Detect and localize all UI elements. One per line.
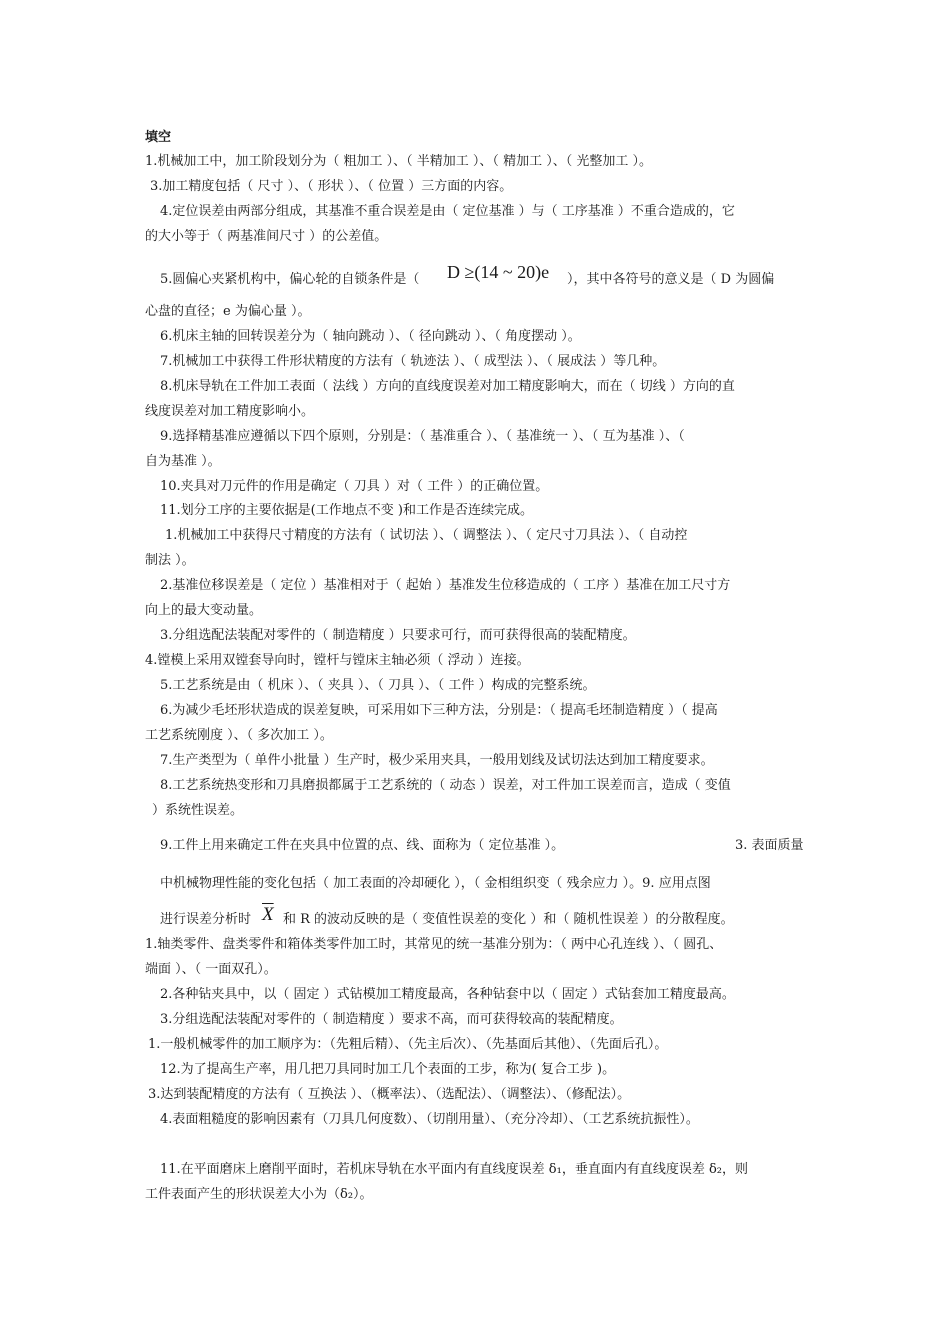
text-line: 和 R 的波动反映的是（ 变值性误差的变化 ）和（ 随机性误差 ）的分散程度。 bbox=[283, 912, 734, 927]
text-line: 12.为了提高生产率，用几把刀具同时加工几个表面的工步，称为( 复合工步 )。 bbox=[160, 1062, 616, 1077]
text-line: 2.各种钻夹具中，以（ 固定 ）式钻模加工精度最高，各种钻套中以（ 固定 ）式钻套加工精度最高。 bbox=[160, 987, 735, 1002]
text-line: 8.工艺系统热变形和刀具磨损都属于工艺系统的（ 动态 ）误差，对工件加工误差而言，造成（ 变值 bbox=[160, 778, 731, 793]
text-line: 1.机械加工中获得尺寸精度的方法有（ 试切法 ）、（ 调整法 ）、（ 定尺寸刀具法 ）、（ 自动控 bbox=[165, 528, 688, 543]
text-line: 10.夹具对刀元件的作用是确定（ 刀具 ）对（ 工件 ）的正确位置。 bbox=[160, 479, 549, 494]
text-line: 5.圆偏心夹紧机构中，偏心轮的自锁条件是（ bbox=[160, 272, 420, 287]
section-title: 填空 bbox=[145, 130, 172, 145]
text-line: 4.表面粗糙度的影响因素有（刀具几何度数）、（切削用量）、（充分冷却）、（工艺系统抗振性）。 bbox=[160, 1112, 699, 1127]
text-line: 3.分组选配法装配对零件的（ 制造精度 ）要求不高，而可获得较高的装配精度。 bbox=[160, 1012, 623, 1027]
text-line: ），其中各符号的意义是（ D 为圆偏 bbox=[567, 272, 775, 287]
text-line: 1.轴类零件、盘类零件和箱体类零件加工时，其常见的统一基准分别为：（ 两中心孔连线 ）、（ 圆孔、 bbox=[145, 937, 723, 952]
text-line: 3.达到装配精度的方法有（ 互换法 ）、（概率法）、（选配法）、（调整法）、（修配法）。 bbox=[148, 1087, 631, 1102]
text-line: 3.加工精度包括（ 尺寸 ）、（ 形状 ）、（ 位置 ）三方面的内容。 bbox=[150, 179, 513, 194]
text-line: 1.一般机械零件的加工顺序为：（先粗后精）、（先主后次）、（先基面后其他）、（先面后孔）。 bbox=[148, 1037, 668, 1052]
text-line: 向上的最大变动量。 bbox=[145, 603, 263, 618]
text-line: ）系统性误差。 bbox=[152, 803, 244, 818]
text-line: 9.选择精基准应遵循以下四个原则，分别是：（ 基准重合 ）、（ 基准统一 ）、（ 互为基准 ）、（ bbox=[160, 429, 685, 444]
text-line: 11.划分工序的主要依据是(工作地点不变 )和工作是否连续完成。 bbox=[160, 503, 533, 518]
text-line: 7.生产类型为（ 单件小批量 ）生产时，极少采用夹具，一般用划线及试切法达到加工精度要求。 bbox=[160, 753, 714, 768]
text-line: 工艺系统刚度 ）、（ 多次加工 ）。 bbox=[145, 728, 333, 743]
text-line: 3.分组选配法装配对零件的（ 制造精度 ）只要求可行，而可获得很高的装配精度。 bbox=[160, 628, 636, 643]
text-line: 的大小等于（ 两基准间尺寸 ）的公差值。 bbox=[145, 229, 388, 244]
text-line: 中机械物理性能的变化包括（ 加工表面的冷却硬化 ），（ 金相组织变（ 残余应力 ）。9. 应用点图 bbox=[160, 876, 711, 891]
self-lock-formula: D ≥(14 ~ 20)e bbox=[447, 262, 550, 282]
text-line: 4.镗模上采用双镗套导向时，镗杆与镗床主轴必须（ 浮动 ）连接。 bbox=[145, 653, 530, 668]
text-line: 端面 ）、（ 一面双孔）。 bbox=[145, 962, 277, 977]
text-line: 自为基准 ）。 bbox=[145, 454, 221, 469]
text-line: 6.机床主轴的回转误差分为（ 轴向跳动 ）、（ 径向跳动 ）、（ 角度摆动 ）。 bbox=[160, 329, 581, 344]
text-line: 1.机械加工中，加工阶段划分为（ 粗加工 ）、（ 半精加工 ）、（ 精加工 ）、（ 光整加工 ）。 bbox=[145, 154, 652, 169]
text-line: 工件表面产生的形状误差大小为（δ₂）。 bbox=[145, 1187, 373, 1202]
text-line: 3. 表面质量 bbox=[735, 838, 804, 853]
text-line: 5.工艺系统是由（ 机床 ）、（ 夹具 ）、（ 刀具 ）、（ 工件 ）构成的完整系统。 bbox=[160, 678, 596, 693]
text-line: 4.定位误差由两部分组成，其基准不重合误差是由（ 定位基准 ）与（ 工序基准 ）不重合造成的，它 bbox=[160, 204, 735, 219]
x-bar-symbol: $\overline{X}$ bbox=[262, 904, 274, 925]
text-line: 6.为减少毛坯形状造成的误差复映，可采用如下三种方法，分别是：（ 提高毛坯制造精度 ）（ 提高 bbox=[160, 703, 718, 718]
text-line: 9.工件上用来确定工件在夹具中位置的点、线、面称为（ 定位基准 ）。 bbox=[160, 838, 565, 853]
text-line: 11.在平面磨床上磨削平面时，若机床导轨在水平面内有直线度误差 δ₁，垂直面内有直线度误差 δ₂，则 bbox=[160, 1162, 749, 1177]
text-line: 2.基准位移误差是（ 定位 ）基准相对于（ 起始 ）基准发生位移造成的（ 工序 ）基准在加工尺寸方 bbox=[160, 578, 731, 593]
text-line: 进行误差分析时 bbox=[160, 912, 252, 927]
text-line: 8.机床导轨在工件加工表面（ 法线 ）方向的直线度误差对加工精度影响大，而在（ 切线 ）方向的直 bbox=[160, 379, 735, 394]
text-line: 7.机械加工中获得工件形状精度的方法有（ 轨迹法 ）、（ 成型法 ）、（ 展成法 ）等几种。 bbox=[160, 354, 666, 369]
text-line: 制法 ）。 bbox=[145, 553, 195, 568]
text-line: 线度误差对加工精度影响小。 bbox=[145, 404, 315, 419]
text-line: 心盘的直径；e 为偏心量 ）。 bbox=[145, 304, 311, 319]
